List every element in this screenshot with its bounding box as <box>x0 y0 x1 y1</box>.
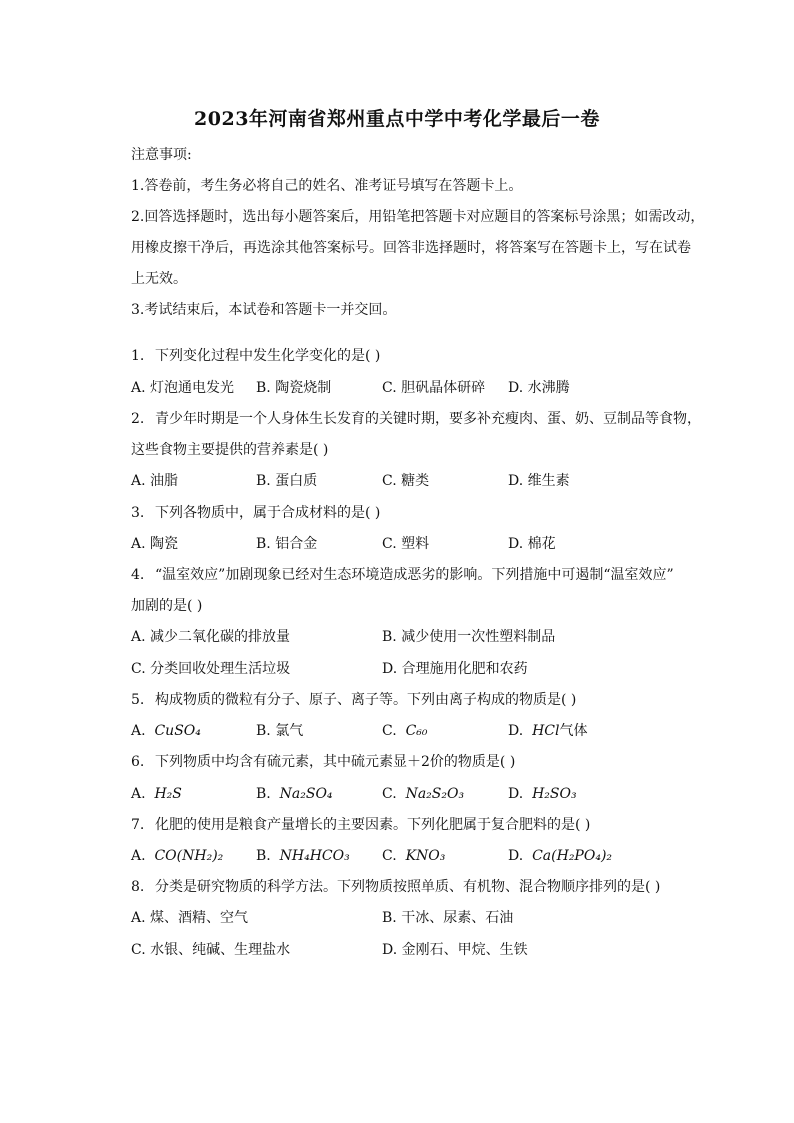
option-d: D. 维生素 <box>508 473 570 489</box>
option-b: B. 氯气 <box>256 723 304 739</box>
notice-item: 2.回答选择题时，选出每小题答案后，用铅笔把答题卡对应题目的答案标号涂黑；如需改动， <box>131 209 705 225</box>
formula: Na₂S₂O₃ <box>405 786 465 802</box>
question-number: 3. <box>131 505 145 521</box>
question-number: 8. <box>131 879 145 895</box>
option-b: B. 陶瓷烧制 <box>256 380 332 396</box>
option-c: C. Na₂S₂O₃ <box>382 786 465 802</box>
option-c: C. C₆₀ <box>382 723 428 739</box>
question-5-stem: 5. 构成物质的微粒有分子、原子、离子等。下列由离子构成的物质是( ) <box>131 692 577 708</box>
question-4-stem-cont: 加剧的是( ) <box>131 598 203 614</box>
option-b: B. 干冰、尿素、石油 <box>382 910 514 926</box>
formula: H₂SO₃ <box>532 786 577 802</box>
option-b: B. 减少使用一次性塑料制品 <box>382 629 556 645</box>
option-b: B. 蛋白质 <box>256 473 318 489</box>
notice-heading: 注意事项: <box>131 147 192 163</box>
question-number: 5. <box>131 692 145 708</box>
question-8-stem: 8. 分类是研究物质的科学方法。下列物质按照单质、有机物、混合物顺序排列的是( ) <box>131 879 661 895</box>
question-6-stem: 6. 下列物质中均含有硫元素，其中硫元素显＋2价的物质是( ) <box>131 754 516 770</box>
option-b: B. 铝合金 <box>256 536 318 552</box>
question-4-stem: 4. “温室效应”加剧现象已经对生态环境造成恶劣的影响。下列措施中可遏制“温室效应” <box>131 567 674 583</box>
option-d: D. 金刚石、甲烷、生铁 <box>382 942 528 958</box>
notice-item: 上无效。 <box>131 271 187 287</box>
formula: CO(NH₂)₂ <box>154 848 224 864</box>
formula: HCl <box>532 723 560 739</box>
question-number: 1. <box>131 348 145 364</box>
formula: Ca(H₂PO₄)₂ <box>532 848 613 864</box>
notice-item: 3.考试结束后，本试卷和答题卡一并交回。 <box>131 302 397 318</box>
option-d: D. 棉花 <box>508 536 556 552</box>
option-c: C. 胆矾晶体研碎 <box>382 380 486 396</box>
question-number: 7. <box>131 817 145 833</box>
question-2-stem: 2. 青少年时期是一个人身体生长发育的关键时期，要多补充瘦肉、蛋、奶、豆制品等食物， <box>131 411 701 427</box>
option-a: A. 灯泡通电发光 <box>131 380 235 396</box>
option-b: B. NH₄HCO₃ <box>256 848 350 864</box>
option-a: A. H₂S <box>131 786 182 802</box>
exam-title: 2023年河南省郑州重点中学中考化学最后一卷 <box>194 108 600 130</box>
option-a: A. 减少二氧化碳的排放量 <box>131 629 291 645</box>
question-number: 2. <box>131 411 145 427</box>
option-c: C. 水银、纯碱、生理盐水 <box>131 942 291 958</box>
option-d: D. 水沸腾 <box>508 380 570 396</box>
option-c: C. 分类回收处理生活垃圾 <box>131 661 291 677</box>
option-d: D. H₂SO₃ <box>508 786 577 802</box>
question-7-stem: 7. 化肥的使用是粮食产量增长的主要因素。下列化肥属于复合肥料的是( ) <box>131 817 591 833</box>
formula: C₆₀ <box>405 723 428 739</box>
question-number: 6. <box>131 754 145 770</box>
option-d: D. HCl气体 <box>508 723 588 739</box>
option-d: D. Ca(H₂PO₄)₂ <box>508 848 613 864</box>
option-a: A. 陶瓷 <box>131 536 179 552</box>
option-a: A. 煤、酒精、空气 <box>131 910 249 926</box>
option-b: B. Na₂SO₄ <box>256 786 333 802</box>
formula: NH₄HCO₃ <box>279 848 350 864</box>
notice-item: 用橡皮擦干净后，再选涂其他答案标号。回答非选择题时，将答案写在答题卡上，写在试卷 <box>131 240 691 256</box>
notice-item: 1.答卷前，考生务必将自己的姓名、准考证号填写在答题卡上。 <box>131 178 523 194</box>
option-c: C. 糖类 <box>382 473 430 489</box>
question-2-stem-cont: 这些食物主要提供的营养素是( ) <box>131 442 329 458</box>
question-number: 4. <box>131 567 145 583</box>
formula: Na₂SO₄ <box>279 786 333 802</box>
option-c: C. KNO₃ <box>382 848 446 864</box>
option-a: A. 油脂 <box>131 473 179 489</box>
formula: CuSO₄ <box>154 723 201 739</box>
option-a: A. CuSO₄ <box>131 723 201 739</box>
formula: H₂S <box>154 786 182 802</box>
option-c: C. 塑料 <box>382 536 430 552</box>
question-3-stem: 3. 下列各物质中，属于合成材料的是( ) <box>131 505 381 521</box>
option-d: D. 合理施用化肥和农药 <box>382 661 528 677</box>
question-1-stem: 1. 下列变化过程中发生化学变化的是( ) <box>131 348 381 364</box>
option-a: A. CO(NH₂)₂ <box>131 848 224 864</box>
formula: KNO₃ <box>405 848 446 864</box>
